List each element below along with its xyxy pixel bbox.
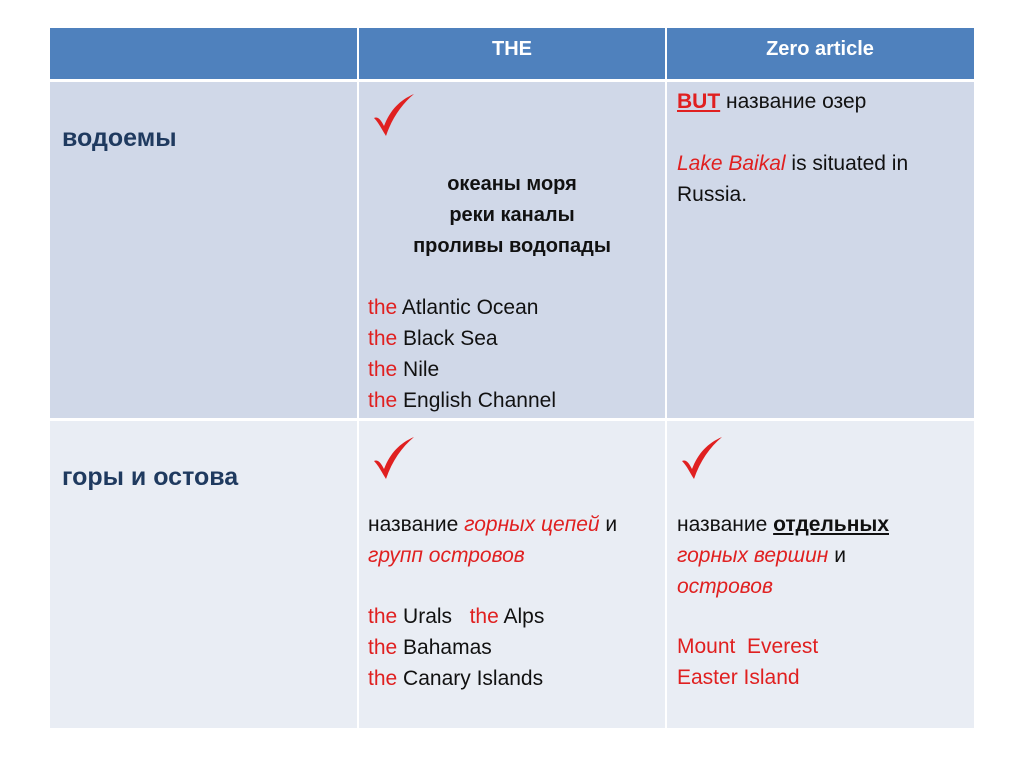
rule-text: название: [368, 513, 465, 536]
example-name: English Channel: [403, 389, 556, 412]
row2-label: горы и остова: [62, 463, 239, 491]
example-item: [368, 601, 544, 632]
example-item: [368, 663, 544, 694]
rule-text: и: [828, 544, 846, 567]
header-empty-cell: [50, 28, 358, 80]
example-item: [368, 354, 556, 385]
example-item: Mount Everest: [677, 635, 819, 658]
example-item: Easter Island: [677, 666, 800, 689]
row2-zero-rule: [677, 509, 889, 602]
example-item: [368, 632, 544, 663]
rule-text: и: [599, 513, 618, 536]
checkmark-icon: [678, 435, 726, 483]
row1-label: водоемы: [62, 124, 177, 152]
articles-table: [50, 28, 974, 728]
row2-the-cell: [358, 419, 666, 728]
category-line: проливы водопады: [413, 235, 611, 257]
article-the: the: [368, 327, 398, 350]
row1-the-cell: [358, 80, 666, 419]
example-name: Canary Islands: [403, 667, 544, 690]
row2-the-examples: [368, 601, 544, 694]
example-item: [368, 323, 556, 354]
rule-red: горных вершин: [677, 544, 829, 567]
example-item: [368, 292, 556, 323]
example-name: Bahamas: [403, 636, 492, 659]
row1-label-cell: [50, 80, 358, 419]
divider: [665, 28, 667, 728]
article-the: the: [368, 358, 398, 381]
rule-bold: отдельных: [773, 513, 889, 536]
lake-baikal: Lake Baikal: [677, 152, 786, 175]
row2-the-rule: [368, 509, 617, 571]
row1-the-examples: [368, 292, 556, 416]
article-the: the: [368, 636, 398, 659]
row1-zero-rule: [677, 86, 866, 117]
article-the: the: [368, 296, 398, 319]
example-item: [368, 385, 556, 416]
example-name: Urals: [403, 605, 453, 628]
checkmark-icon: [370, 92, 418, 140]
article-the: the: [469, 605, 499, 628]
rule-red: групп островов: [368, 544, 525, 567]
row2-label-cell: [50, 419, 358, 728]
example-name: Black Sea: [403, 327, 498, 350]
row1-categories: [358, 169, 666, 262]
example-name: Alps: [503, 605, 545, 628]
divider: [357, 28, 359, 728]
rule-red: островов: [677, 575, 773, 598]
row2-zero-examples: [677, 631, 818, 693]
category-line: океаны моря: [447, 173, 577, 195]
rule-text: название: [677, 513, 774, 536]
example-rest: is situated in: [785, 152, 909, 175]
example-name: Nile: [403, 358, 440, 381]
example-name: Atlantic Ocean: [401, 296, 539, 319]
article-the: the: [368, 605, 398, 628]
category-line: реки каналы: [449, 204, 575, 226]
zero-rule-text: название озер: [720, 90, 867, 113]
divider: [50, 418, 974, 421]
row1-zero-example: [677, 148, 908, 210]
article-the: the: [368, 667, 398, 690]
article-the: the: [368, 389, 398, 412]
rule-red: горных цепей: [464, 513, 600, 536]
checkmark-icon: [370, 435, 418, 483]
row1-zero-cell: [666, 80, 974, 419]
example-line2: Russia.: [677, 183, 748, 206]
header-zero-article: Zero article: [666, 28, 974, 80]
header-the: THE: [358, 28, 666, 80]
divider: [50, 79, 974, 82]
row2-zero-cell: [666, 419, 974, 728]
but-label: BUT: [677, 90, 721, 113]
